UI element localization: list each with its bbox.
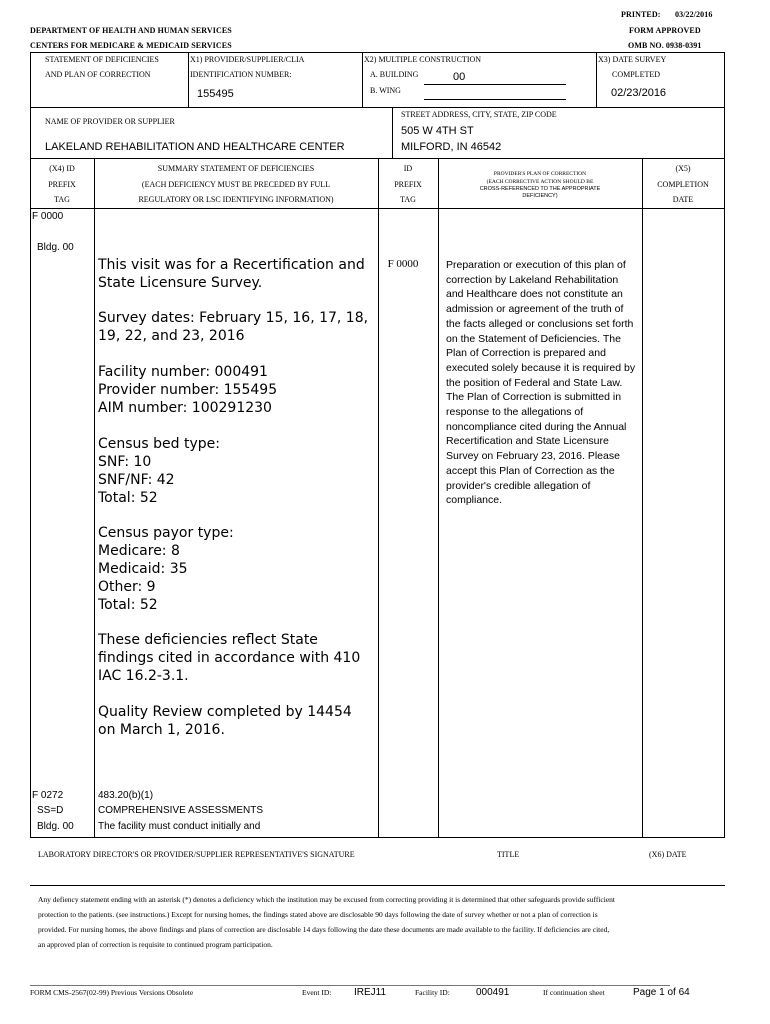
- x5-header-3: DATE: [672, 195, 694, 204]
- x3-sub-label: COMPLETED: [612, 70, 660, 79]
- divider-address: [392, 107, 393, 158]
- total-payor: Total: 52: [98, 597, 158, 613]
- statement-label-2: AND PLAN OF CORRECTION: [45, 70, 151, 79]
- provider-number: Provider number: 155495: [98, 382, 278, 398]
- medicaid-count: Medicaid: 35: [98, 561, 188, 577]
- quality-review: Quality Review completed by 14454 on March 1, 2016.: [98, 704, 352, 738]
- facility-id-label: Facility ID:: [415, 988, 450, 997]
- building-value: 00: [453, 71, 466, 83]
- continuation-label: If continuation sheet: [543, 988, 605, 997]
- id-header-1: ID: [403, 164, 413, 173]
- col-divider-4: [642, 158, 643, 838]
- bldg-label-2: Bldg. 00: [37, 821, 74, 832]
- x1-label: X1) PROVIDER/SUPPLIER/CLIA: [190, 55, 305, 64]
- poc-header-4: DEFICIENCY): [522, 193, 558, 199]
- plan-of-correction-text: Preparation or execution of this plan of correction by Lakeland Rehabilitation and Healthcare does not constitute an admission or agreement of the truth of the facts alleged or conclusions set forth on the Statement of Deficiencies. The Plan of Correction is prepared and executed solely because it is required by the position of Federal and State Law. The Plan of Correction is submitted in response to the allegations of noncompliance cited during the Annual Recertification and State Licensure Survey on February 23, 2016. Please accept this Plan of Correction as the provider's credible allegation of compliance.: [446, 259, 636, 507]
- address-label: STREET ADDRESS, CITY, STATE, ZIP CODE: [401, 110, 557, 119]
- id-prefix-f0000: F 0000: [387, 258, 419, 270]
- col-divider-1: [94, 158, 95, 838]
- printed-label: PRINTED:: [621, 10, 661, 19]
- x5-header-1: (X5): [675, 164, 691, 173]
- deficiencies-statement: These deficiencies reflect State findings cited in accordance with 410 IAC 16.2-3.1.: [98, 632, 361, 684]
- address-street: 505 W 4TH ST: [401, 125, 474, 137]
- event-id-value: IREJ11: [354, 987, 387, 998]
- x4-header-3: TAG: [54, 195, 70, 204]
- provider-name: LAKELAND REHABILITATION AND HEALTHCARE CENTER: [45, 141, 345, 153]
- provider-id-value: 155495: [197, 88, 234, 100]
- id-header-2: PREFIX: [394, 180, 422, 189]
- census-bed-type: Census bed type:: [98, 436, 221, 452]
- address-city: MILFORD, IN 46542: [401, 141, 502, 153]
- snfnf-count: SNF/NF: 42: [98, 472, 175, 488]
- wing-underline: [424, 99, 566, 100]
- poc-header-1: PROVIDER'S PLAN OF CORRECTION: [493, 171, 587, 177]
- x2-label: X2) MULTIPLE CONSTRUCTION: [364, 55, 482, 64]
- form-approved: FORM APPROVED: [629, 26, 701, 35]
- divider-x2: [362, 52, 363, 107]
- frame-bottom-line: [30, 837, 725, 838]
- tag-f0272: F 0272: [32, 790, 64, 801]
- summary-header-1: SUMMARY STATEMENT OF DEFICIENCIES: [157, 164, 315, 173]
- centers: CENTERS FOR MEDICARE & MEDICAID SERVICES: [30, 41, 232, 50]
- regulation-number: 483.20(b)(1): [98, 790, 154, 801]
- census-payor-type: Census payor type:: [98, 525, 234, 541]
- snf-count: SNF: 10: [98, 454, 152, 470]
- frame-right-line: [724, 52, 725, 838]
- survey-dates: Survey dates: February 15, 16, 17, 18, 19, 22, and 23, 2016: [98, 310, 369, 344]
- visit-statement: This visit was for a Recertification and State Licensure Survey.: [98, 257, 365, 291]
- department: DEPARTMENT OF HEALTH AND HUMAN SERVICES: [30, 26, 232, 35]
- x5-header-2: COMPLETION: [657, 180, 709, 189]
- printed-date: 03/22/2016: [675, 10, 713, 19]
- wing-label: B. WING: [370, 86, 401, 95]
- scope-severity: SS=D: [37, 805, 64, 816]
- x4-header-1: (X4) ID: [49, 164, 75, 173]
- statement-label-1: STATEMENT OF DEFICIENCIES: [45, 55, 159, 64]
- aim-number: AIM number: 100291230: [98, 400, 272, 416]
- signature-divider: [30, 885, 725, 886]
- poc-header-3: CROSS-REFERENCED TO THE APPROPRIATE: [479, 186, 601, 192]
- tag-f0000: F 0000: [32, 211, 64, 222]
- frame-top-line: [30, 52, 725, 53]
- provider-name-label: NAME OF PROVIDER OR SUPPLIER: [45, 117, 175, 126]
- form-number: FORM CMS-2567(02-99) Previous Versions Obsolete: [30, 988, 194, 997]
- divider-x3: [596, 52, 597, 107]
- bldg-label-1: Bldg. 00: [37, 242, 74, 253]
- footer-divider: [30, 985, 670, 986]
- x3-label: X3) DATE SURVEY: [598, 55, 667, 64]
- summary-header-2: (EACH DEFICIENCY MUST BE PRECEDED BY FULL: [141, 180, 331, 189]
- row-divider-1: [30, 107, 725, 108]
- x4-header-2: PREFIX: [48, 180, 76, 189]
- signature-label: LABORATORY DIRECTOR'S OR PROVIDER/SUPPLIER REPRESENTATIVE'S SIGNATURE: [38, 850, 355, 859]
- total-bed: Total: 52: [98, 490, 158, 506]
- id-header-3: TAG: [400, 195, 416, 204]
- disclaimer-text: Any defiency statement ending with an asterisk (*) denotes a deficiency which the institution may be excused from correcting providing it is determined that other safeguards provide sufficient protection to the patients. (see instructions.) Except for nursing homes, the findings stated above are disclosable 90 days following the date of survey whether or not a plan of correction is provided. For nursing homes, the above findings and plans of correction are disclosable 14 days following the date these documents are made available to the facility. If deficiencies are cited, an approved plan of correction is requisite to continued program participation.: [38, 895, 615, 949]
- date-label: (X6) DATE: [649, 850, 687, 859]
- page-number: Page 1 of 64: [633, 987, 690, 998]
- poc-header-2: (EACH CORRECTIVE ACTION SHOULD BE: [486, 179, 594, 185]
- facility-number: Facility number: 000491: [98, 364, 268, 380]
- regulation-text: The facility must conduct initially and: [98, 821, 261, 832]
- building-underline: [424, 84, 566, 85]
- medicare-count: Medicare: 8: [98, 543, 180, 559]
- title-label: TITLE: [497, 850, 520, 859]
- regulation-title: COMPREHENSIVE ASSESSMENTS: [98, 805, 264, 816]
- summary-header-3: REGULATORY OR LSC IDENTIFYING INFORMATION): [138, 195, 334, 204]
- omb-number: OMB NO. 0938-0391: [628, 41, 702, 50]
- survey-date-value: 02/23/2016: [611, 87, 667, 99]
- event-id-label: Event ID:: [302, 988, 332, 997]
- divider-x1: [188, 52, 189, 107]
- other-count: Other: 9: [98, 579, 156, 595]
- building-label: A. BUILDING: [370, 70, 419, 79]
- x1-sub-label: IDENTIFICATION NUMBER:: [190, 70, 292, 79]
- facility-id-value: 000491: [476, 987, 510, 998]
- col-divider-3: [438, 158, 439, 838]
